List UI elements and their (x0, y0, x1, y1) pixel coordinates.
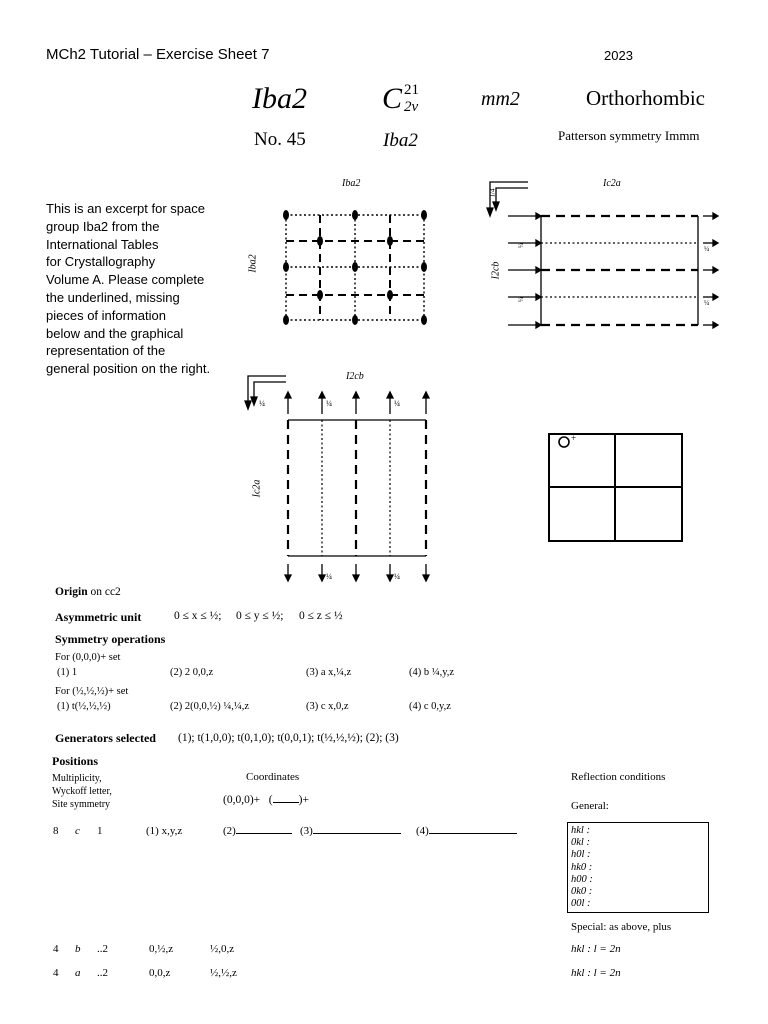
diagram-i2cb (246, 374, 436, 589)
coord-c2 (223, 825, 292, 837)
instruction-line: pieces of information (46, 307, 166, 323)
positions-column-header (52, 772, 112, 811)
condition-row[interactable]: h00 : (571, 873, 593, 885)
coord-b2: ½,0,z (210, 943, 235, 955)
symop: (3) c x,0,z (306, 701, 349, 712)
coord-c4-blank[interactable] (429, 833, 517, 834)
instruction-line: This is an excerpt for space (46, 201, 205, 216)
svg-text:¼: ¼ (394, 572, 400, 581)
diagram-i2cb-title: I2cb (346, 371, 364, 382)
diagram-iba2-side-label: Iba2 (247, 254, 259, 273)
point-group: mm2 (481, 88, 520, 110)
positions-col1-line: Wyckoff letter, (52, 786, 112, 797)
instruction-line: for Crystallography (46, 254, 156, 270)
full-symbol: Iba2 (383, 130, 418, 151)
symop-set1-label: For (0,0,0)+ set (55, 652, 121, 663)
svg-text:¼: ¼ (517, 242, 525, 248)
svg-text:¼: ¼ (517, 296, 525, 302)
instruction-line: below and the graphical (46, 325, 184, 341)
centering-blank[interactable] (273, 802, 299, 803)
asym-part: 0 ≤ x ≤ ½; (174, 610, 222, 622)
course-title: MCh2 Tutorial – Exercise Sheet 7 (46, 46, 270, 63)
symop-set2-label: For (½,½,½)+ set (55, 686, 129, 697)
asym-part: 0 ≤ y ≤ ½; (236, 610, 284, 622)
letter-b: b (75, 943, 81, 955)
symop: (3) a x,¼,z (306, 667, 352, 678)
coord-a1: 0,0,z (149, 967, 171, 979)
svg-text:¼: ¼ (704, 299, 710, 307)
site-c: 1 (97, 825, 103, 837)
positions-col1-line: Multiplicity, (52, 773, 102, 784)
condition-row[interactable]: hk0 : (571, 861, 593, 873)
diagram-ic2a (488, 180, 720, 332)
svg-text:¼: ¼ (326, 399, 332, 408)
schoenflies-base: C (382, 82, 403, 115)
instruction-line: Volume A. Please complete (46, 272, 205, 288)
cond-b: hkl : l = 2n (571, 943, 621, 955)
diagram-iba2-title: Iba2 (342, 178, 361, 189)
mult-b: 4 (53, 943, 59, 955)
coord-c2-blank[interactable] (236, 833, 292, 834)
quarter-label: 1/4 (488, 188, 497, 198)
condition-row[interactable]: hkl : (571, 825, 590, 836)
year: 2023 (604, 48, 633, 63)
origin (55, 586, 121, 598)
coord-c3 (300, 825, 401, 837)
space-group-symbol: Iba2 (252, 82, 307, 115)
instruction-line: representation of the (46, 343, 166, 359)
symmetry-operations-label: Symmetry operations (55, 632, 166, 646)
special-label: Special: as above, plus (571, 921, 672, 933)
symop: (2) 2(0,0,½) ¼,¼,z (170, 701, 250, 712)
patterson-symmetry: Patterson symmetry Immm (558, 128, 700, 143)
mult-a: 4 (53, 967, 59, 979)
schoenflies-sub: 2v (404, 99, 419, 115)
svg-text:¼: ¼ (394, 399, 400, 408)
positions-col1-line: Site symmetry (52, 799, 111, 810)
coordinates-label: Coordinates (246, 771, 300, 783)
site-b: ..2 (97, 943, 108, 955)
coord-c3-blank[interactable] (313, 833, 401, 834)
centering-left: (0,0,0)+ (223, 794, 261, 806)
coord-c1: (1) x,y,z (146, 825, 183, 837)
instruction-line: International Tables (46, 236, 159, 252)
general-position-plus: + (571, 433, 577, 443)
diagram-iba2 (280, 205, 430, 330)
asymmetric-unit-label: Asymmetric unit (55, 610, 142, 624)
cond-a: hkl : l = 2n (571, 967, 621, 979)
letter-a: a (75, 967, 81, 979)
condition-row[interactable]: h0l : (571, 849, 591, 861)
letter-c: c (75, 825, 80, 837)
coord-b1: 0,½,z (149, 943, 174, 955)
origin-value: on cc2 (90, 586, 121, 598)
coord-c4 (416, 825, 517, 837)
general-position-grid (548, 433, 684, 543)
instructions (46, 200, 246, 378)
generators-value: (1); t(1,0,0); t(0,1,0); t(0,0,1); t(½,½,½); (2); (3) (178, 732, 399, 744)
symop: (4) b ¼,y,z (409, 667, 455, 678)
site-a: ..2 (97, 967, 108, 979)
symop: (4) c 0,y,z (409, 701, 451, 712)
diagram-i2cb-side-label: Ic2a (251, 479, 263, 498)
instruction-line: group Iba2 from the (46, 218, 160, 234)
space-group-number: No. 45 (254, 129, 306, 150)
general-position-circle (559, 437, 569, 447)
instruction-line: general position on the right. (46, 361, 211, 377)
schoenflies-sup: 21 (404, 82, 420, 98)
diagram-ic2a-title: Ic2a (603, 178, 621, 189)
coord-c2-label: (2) (223, 825, 236, 837)
centering-vectors (223, 794, 309, 806)
diagram-ic2a-side-label: I2cb (490, 261, 502, 280)
mult-c: 8 (53, 825, 59, 837)
coord-c4-label: (4) (416, 825, 429, 837)
crystal-system: Orthorhombic (586, 86, 705, 110)
svg-text:¼: ¼ (704, 245, 710, 253)
general-label: General: (571, 800, 609, 812)
coord-c3-label: (3) (300, 825, 313, 837)
coord-a2: ½,½,z (210, 967, 237, 979)
origin-label: Origin (55, 586, 88, 598)
condition-row[interactable]: 00l : (571, 898, 591, 910)
condition-row[interactable]: 0k0 : (571, 886, 593, 898)
generators-label: Generators selected (55, 731, 156, 745)
svg-text:¼: ¼ (326, 572, 332, 581)
centering-paren-close: )+ (298, 794, 309, 806)
positions-label: Positions (52, 754, 99, 768)
symop: (2) 2 0,0,z (170, 667, 214, 678)
symop: (1) t(½,½,½) (57, 701, 111, 712)
condition-row[interactable]: 0kl : (571, 837, 590, 849)
asym-part: 0 ≤ z ≤ ½ (299, 610, 343, 622)
svg-text:¼: ¼ (259, 399, 265, 408)
centering-paren-open: ( (268, 794, 273, 806)
instruction-line: the underlined, missing (46, 289, 180, 305)
symop: (1) 1 (57, 667, 78, 678)
general-conditions-box (567, 822, 709, 913)
schoenflies-symbol (382, 82, 436, 116)
reflection-conditions-label: Reflection conditions (571, 771, 666, 783)
